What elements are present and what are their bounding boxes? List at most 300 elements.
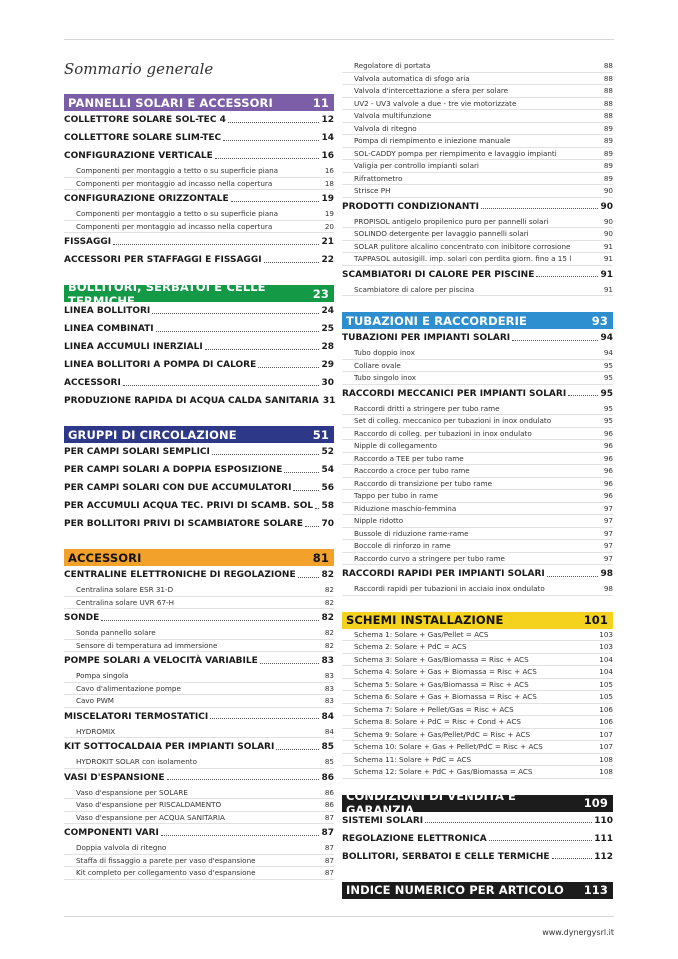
sub-label: Schema 8: Solare + PdC = Risc + Cond + ACS: [354, 717, 521, 727]
sub-label: Componenti per montaggio a tetto o su superficie piana: [76, 209, 279, 219]
sub-page: 89: [603, 123, 613, 133]
sub-page: 96: [603, 478, 613, 488]
section-page: 85: [321, 742, 334, 752]
sub-entry-schema-2-solare-pdc-acs[interactable]: [342, 641, 613, 654]
sub-entry-bussole-di-riduzione-rame-rame[interactable]: [342, 528, 613, 541]
sub-entry-sonda-pannello-solare[interactable]: [64, 627, 334, 640]
section-entry-tubazioni-per-impianti-solari[interactable]: [342, 329, 613, 347]
sub-entry-schema-5-solare-gas-biomassa-risc-acs[interactable]: [342, 679, 613, 692]
sub-entry-componenti-per-montaggio-a-tetto-o-su-su[interactable]: [64, 208, 334, 221]
toc-left-column: [64, 94, 334, 880]
sub-label: Sensore di temperatura ad immersione: [76, 640, 218, 650]
sub-page: 89: [603, 148, 613, 158]
sub-page: 20: [324, 221, 334, 231]
dot-leader: [156, 331, 320, 332]
sub-entry-solar-pulitore-alcalino-concentrato-con-[interactable]: [342, 241, 613, 254]
dot-leader: [210, 718, 319, 719]
dot-leader: [260, 663, 320, 664]
sub-entry-rifrattometro[interactable]: [342, 173, 613, 186]
chapter-page: 51: [312, 427, 329, 442]
sub-entry-vaso-d-espansione-per-riscaldamento[interactable]: [64, 799, 334, 812]
sub-entry-raccordo-di-transizione-per-tubo-rame[interactable]: [342, 478, 613, 491]
sub-entry-schema-3-solare-gas-biomassa-risc-acs[interactable]: [342, 654, 613, 667]
sub-entry-schema-1-solare-gas-pellet-acs[interactable]: [342, 629, 613, 642]
section-entry-collettore-solare-slim-tec[interactable]: [64, 129, 334, 147]
sub-label: Schema 11: Solare + PdC = ACS: [354, 754, 472, 764]
section-label: LINEA BOLLITORI A POMPA DI CALORE: [64, 360, 257, 370]
sub-page: 82: [324, 640, 334, 650]
sub-page: 87: [324, 868, 334, 878]
sub-page: 106: [599, 717, 613, 727]
dot-leader: [205, 349, 320, 350]
sub-entry-vaso-d-espansione-per-solare[interactable]: [64, 787, 334, 800]
section-page: 52: [321, 447, 334, 457]
section-entry-per-campi-solari-a-doppia-esposizione[interactable]: [64, 461, 334, 479]
sub-label: Vaso d'espansione per RISCALDAMENTO: [76, 800, 222, 810]
sub-page: 89: [603, 136, 613, 146]
spacer: [64, 410, 334, 426]
sub-label: Schema 5: Solare + Gas/Biomassa = Risc + ACS: [354, 679, 529, 689]
section-page: 98: [600, 569, 613, 579]
section-entry-fissaggi[interactable]: [64, 233, 334, 251]
sub-entry-componenti-per-montaggio-ad-incasso-nell[interactable]: [64, 221, 334, 234]
sub-label: Raccordo a croce per tubo rame: [354, 466, 470, 476]
section-entry-configurazione-verticale[interactable]: [64, 147, 334, 165]
section-label: COLLETTORE SOLARE SLIM-TEC: [64, 133, 222, 143]
sub-entry-sol-caddy-pompa-per-riempimento-e-lavagg[interactable]: [342, 148, 613, 161]
section-page: 25: [321, 324, 334, 334]
chapter-header-gruppi-di-circolazione[interactable]: [64, 426, 334, 443]
sub-page: 108: [599, 754, 613, 764]
sub-entry-tubo-doppio-inox[interactable]: [342, 347, 613, 360]
chapter-header-tubazioni-e-raccorderie[interactable]: [342, 312, 613, 329]
section-page: 54: [321, 465, 334, 475]
section-entry-sonde[interactable]: [64, 609, 334, 627]
sub-entry-raccordo-di-colleg-per-tubazioni-in-inox[interactable]: [342, 428, 613, 441]
section-label: PER ACCUMULI ACQUA TEC. PRIVI DI SCAMB. SOL: [64, 501, 314, 511]
sub-entry-hydromix[interactable]: [64, 726, 334, 739]
section-label: CONFIGURAZIONE ORIZZONTALE: [64, 194, 229, 204]
sub-page: 95: [603, 373, 613, 383]
sub-label: Raccordo di colleg. per tubazioni in inox ondulato: [354, 428, 532, 438]
sub-entry-raccordi-dritti-a-stringere-per-tubo-ram[interactable]: [342, 403, 613, 416]
sub-page: 96: [603, 428, 613, 438]
sub-page: 83: [324, 683, 334, 693]
dot-leader: [264, 262, 320, 263]
sub-page: 105: [599, 679, 613, 689]
section-entry-per-bollitori-privi-di-scambiatore-solar[interactable]: [64, 515, 334, 533]
dot-leader: [276, 749, 319, 750]
dot-leader: [152, 313, 319, 314]
section-label: COLLETTORE SOLARE SOL-TEC 4: [64, 115, 226, 125]
chapter-header-pannelli-solari-e-accessori[interactable]: [64, 94, 334, 111]
section-entry-configurazione-orizzontale[interactable]: [64, 190, 334, 208]
sub-label: Set di colleg. meccanico per tubazioni in inox ondulato: [354, 416, 552, 426]
section-page: 95: [600, 388, 613, 399]
sub-page: 88: [603, 61, 613, 71]
sub-entry-doppia-valvola-di-ritegno[interactable]: [64, 842, 334, 855]
sub-page: 87: [324, 812, 334, 822]
section-entry-linea-combinati[interactable]: [64, 320, 334, 338]
bottom-rule: [64, 916, 614, 917]
sub-page: 97: [603, 528, 613, 538]
section-page: 30: [321, 378, 334, 388]
section-label: MISCELATORI TERMOSTATICI: [64, 711, 209, 722]
sub-entry-pompa-di-riempimento-e-iniezione-manuale[interactable]: [342, 135, 613, 148]
sub-entry-raccordo-a-croce-per-tubo-rame[interactable]: [342, 465, 613, 478]
sub-page: 103: [599, 629, 613, 639]
sub-entry-strisce-ph[interactable]: [342, 185, 613, 198]
sub-page: 108: [599, 767, 613, 777]
chapter-page: 11: [312, 95, 329, 110]
section-entry-bollitori-serbatoi-e-celle-termiche[interactable]: [342, 848, 613, 866]
sub-entry-valigia-per-controllo-impianti-solari[interactable]: [342, 160, 613, 173]
section-page: 94: [600, 333, 613, 343]
sub-page: 88: [603, 86, 613, 96]
section-entry-linea-bollitori-a-pompa-di-calore[interactable]: [64, 356, 334, 374]
sub-entry-hydrokit-solar-con-isolamento[interactable]: [64, 756, 334, 769]
sub-label: Raccordo curvo a stringere per tubo rame: [354, 553, 505, 563]
section-entry-per-accumuli-acqua-tec-privi-di-scamb-so[interactable]: [64, 497, 334, 515]
dot-leader: [212, 454, 320, 455]
sub-label: TAPPASOL autosigill. imp. solari con perdita giorn. fino a 15 l: [354, 254, 572, 264]
sub-entry-schema-7-solare-pellet-gas-risc-acs[interactable]: [342, 704, 613, 717]
sub-entry-solindo-detergente-per-lavaggio-pannelli[interactable]: [342, 228, 613, 241]
dot-leader: [231, 201, 320, 202]
section-label: KIT SOTTOCALDAIA PER IMPIANTI SOLARI: [64, 742, 275, 752]
chapter-page: 81: [312, 550, 329, 565]
section-page: 29: [321, 360, 334, 370]
dot-leader: [101, 620, 319, 621]
sub-page: 88: [603, 111, 613, 121]
section-entry-centraline-elettroniche-di-regolazione[interactable]: [64, 566, 334, 584]
section-page: 58: [321, 501, 334, 511]
chapter-title: PANNELLI SOLARI E ACCESSORI: [68, 95, 273, 110]
chapter-title: CONDIZIONI DI VENDITA E GARANZIA: [346, 789, 517, 817]
sub-page: 82: [324, 628, 334, 638]
dot-leader: [552, 858, 593, 859]
sub-entry-riduzione-maschio-femmina[interactable]: [342, 503, 613, 516]
sub-label: Schema 7: Solare + Pellet/Gas = Risc + ACS: [354, 704, 514, 714]
sub-label: Vaso d'espansione per ACQUA SANITARIA: [76, 812, 225, 822]
section-label: BOLLITORI, SERBATOI E CELLE TERMICHE: [342, 851, 550, 862]
section-page: 12: [321, 115, 334, 125]
section-label: LINEA COMBINATI: [64, 324, 154, 334]
sub-page: 98: [603, 584, 613, 594]
dot-leader: [258, 367, 319, 368]
section-entry-linea-accumuli-inerziali[interactable]: [64, 338, 334, 356]
sub-entry-schema-10-solare-gas-pellet-pdc-risc-acs[interactable]: [342, 741, 613, 754]
sub-entry-nipple-ridotto[interactable]: [342, 515, 613, 528]
sub-entry-propisol-antigelo-propilenico-puro-per-p[interactable]: [342, 216, 613, 229]
section-entry-raccordi-rapidi-per-impianti-solari[interactable]: [342, 565, 613, 583]
chapter-header-bollitori-serbatoi-e-celle-termiche[interactable]: [64, 279, 334, 308]
section-page: 21: [321, 237, 334, 247]
section-entry-sistemi-solari[interactable]: [342, 812, 613, 830]
section-page: 19: [321, 194, 334, 204]
section-entry-linea-bollitori[interactable]: [64, 302, 334, 320]
sub-label: Regolatore di portata: [354, 61, 431, 71]
sub-label: HYDROKIT SOLAR con isolamento: [76, 757, 197, 767]
dot-leader: [293, 490, 319, 491]
sub-entry-cavo-d-alimentazione-pompe[interactable]: [64, 683, 334, 696]
sub-page: 84: [324, 726, 334, 736]
sub-page: 94: [603, 348, 613, 358]
dot-leader: [305, 526, 319, 527]
sub-entry-centralina-solare-esr-31-d[interactable]: [64, 584, 334, 597]
sub-page: 89: [603, 173, 613, 183]
sub-page: 90: [603, 229, 613, 239]
spacer: [342, 596, 613, 612]
section-label: PER CAMPI SOLARI A DOPPIA ESPOSIZIONE: [64, 465, 283, 475]
section-entry-per-campi-solari-semplici[interactable]: [64, 443, 334, 461]
section-entry-kit-sottocaldaia-per-impianti-solari[interactable]: [64, 738, 334, 756]
dot-leader: [113, 244, 319, 245]
sub-page: 104: [599, 654, 613, 664]
sub-entry-raccordi-rapidi-per-tubazioni-in-acciaio[interactable]: [342, 583, 613, 596]
section-label: CENTRALINE ELETTRONICHE DI REGOLAZIONE: [64, 570, 296, 580]
sub-label: Collare ovale: [354, 360, 401, 370]
chapter-title: INDICE NUMERICO PER ARTICOLO: [346, 883, 564, 897]
sub-label: PROPISOL antigelo propilenico puro per pannelli solari: [354, 216, 549, 226]
sub-entry-tappasol-autosigill-imp-solari-con-perdi[interactable]: [342, 253, 613, 266]
sub-page: 83: [324, 671, 334, 681]
sub-entry-pompa-singola[interactable]: [64, 670, 334, 683]
section-label: PER CAMPI SOLARI SEMPLICI: [64, 447, 210, 457]
dot-leader: [161, 835, 320, 836]
section-page: 82: [321, 613, 334, 623]
dot-leader: [315, 508, 319, 509]
sub-entry-schema-8-solare-pdc-risc-cond-acs[interactable]: [342, 716, 613, 729]
section-page: 70: [321, 519, 334, 529]
dot-leader: [568, 395, 598, 396]
sub-entry-sensore-di-temperatura-ad-immersione[interactable]: [64, 640, 334, 653]
sub-label: Pompa singola: [76, 671, 129, 681]
sub-entry-valvola-automatica-di-sfogo-aria[interactable]: [342, 73, 613, 86]
sub-page: 104: [599, 667, 613, 677]
dot-leader: [223, 140, 319, 141]
section-label: ACCESSORI: [64, 378, 121, 388]
section-entry-vasi-d-espansione[interactable]: [64, 769, 334, 787]
sub-entry-componenti-per-montaggio-a-tetto-o-su-su[interactable]: [64, 165, 334, 178]
dot-leader: [215, 158, 320, 159]
sub-entry-regolatore-di-portata[interactable]: [342, 60, 613, 73]
section-page: 111: [594, 833, 613, 844]
sub-label: Schema 12: Solare + PdC + Gas/Biomassa = ACS: [354, 767, 533, 777]
sub-page: 82: [324, 585, 334, 595]
sub-label: Boccole di rinforzo in rame: [354, 541, 451, 551]
section-label: ACCESSORI PER STAFFAGGI E FISSAGGI: [64, 255, 262, 265]
dot-leader: [547, 576, 599, 577]
sub-label: Doppia valvola di ritegno: [76, 843, 167, 853]
section-page: 112: [594, 851, 613, 862]
sub-entry-schema-12-solare-pdc-gas-biomassa-acs[interactable]: [342, 766, 613, 779]
sub-label: Componenti per montaggio a tetto o su superficie piana: [76, 166, 279, 176]
sub-page: 95: [603, 416, 613, 426]
sub-entry-nipple-di-collegamento[interactable]: [342, 440, 613, 453]
section-page: 84: [321, 711, 334, 722]
section-label: FISSAGGI: [64, 237, 112, 247]
dot-leader: [228, 122, 320, 123]
sub-label: Tubo singolo inox: [354, 373, 417, 383]
sub-label: Kit completo per collegamento vaso d'espansione: [76, 868, 256, 878]
sub-label: Vaso d'espansione per SOLARE: [76, 787, 188, 797]
dot-leader: [284, 472, 319, 473]
sub-page: 87: [324, 843, 334, 853]
section-label: RACCORDI MECCANICI PER IMPIANTI SOLARI: [342, 388, 567, 399]
section-page: 82: [321, 570, 334, 580]
section-label: TUBAZIONI PER IMPIANTI SOLARI: [342, 333, 511, 343]
sub-label: Schema 10: Solare + Gas + Pellet/PdC = Risc + ACS: [354, 742, 543, 752]
sub-page: 96: [603, 466, 613, 476]
section-page: 56: [321, 483, 334, 493]
section-entry-per-campi-solari-con-due-accumulatori[interactable]: [64, 479, 334, 497]
sub-label: Nipple ridotto: [354, 516, 404, 526]
section-entry-raccordi-meccanici-per-impianti-solari[interactable]: [342, 385, 613, 403]
sub-entry-valvola-multifunzione[interactable]: [342, 110, 613, 123]
section-page: 86: [321, 772, 334, 783]
section-page: 31: [322, 396, 336, 406]
footer-url: www.dynergysrl.it: [542, 928, 614, 937]
spacer: [342, 296, 613, 312]
sub-entry-staffa-di-fissaggio-a-parete-per-vaso-d-[interactable]: [64, 855, 334, 868]
sub-label: Pompa di riempimento e iniezione manuale: [354, 136, 511, 146]
sub-entry-valvola-d-intercettazione-a-sfera-per-so[interactable]: [342, 85, 613, 98]
sub-entry-kit-completo-per-collegamento-vaso-d-esp[interactable]: [64, 867, 334, 880]
sub-label: Raccordo a TEE per tubo rame: [354, 453, 464, 463]
sub-label: SOL-CADDY pompa per riempimento e lavaggio impianti: [354, 148, 557, 158]
sub-label: Valigia per controllo impianti solari: [354, 161, 479, 171]
chapter-header-schemi-installazione[interactable]: [342, 612, 613, 629]
section-entry-scambiatori-di-calore-per-piscine[interactable]: [342, 266, 613, 284]
sub-label: Rifrattometro: [354, 173, 403, 183]
sub-entry-tappo-per-tubo-in-rame[interactable]: [342, 490, 613, 503]
section-page: 87: [321, 828, 334, 838]
sub-label: Schema 2: Solare + PdC = ACS: [354, 642, 467, 652]
chapter-title: SCHEMI INSTALLAZIONE: [346, 613, 504, 627]
sub-entry-uv2-uv3-valvole-a-due-tre-vie-motorizzat[interactable]: [342, 98, 613, 111]
sub-page: 88: [603, 98, 613, 108]
section-page: 22: [321, 255, 334, 265]
section-label: COMPONENTI VARI: [64, 828, 159, 838]
sub-page: 107: [599, 742, 613, 752]
sub-page: 96: [603, 441, 613, 451]
section-label: POMPE SOLARI A VELOCITÀ VARIABILE: [64, 656, 258, 666]
dot-leader: [123, 385, 320, 386]
sub-page: 85: [324, 757, 334, 767]
sub-page: 18: [324, 178, 334, 188]
section-label: LINEA BOLLITORI: [64, 306, 151, 316]
chapter-title: ACCESSORI: [68, 550, 142, 565]
sub-label: Cavo d'alimentazione pompe: [76, 683, 181, 693]
section-page: 28: [321, 342, 334, 352]
section-entry-prodotti-condizionanti[interactable]: [342, 198, 613, 216]
sub-page: 95: [603, 403, 613, 413]
sub-page: 83: [324, 696, 334, 706]
section-entry-produzione-rapida-di-acqua-calda-sanitar[interactable]: [64, 392, 334, 410]
sub-label: Cavo PWM: [76, 696, 115, 706]
sub-label: Scambiatore di calore per piscina: [354, 284, 475, 294]
sub-page: 19: [324, 209, 334, 219]
sub-entry-componenti-per-montaggio-ad-incasso-nell[interactable]: [64, 178, 334, 191]
sub-page: 86: [324, 787, 334, 797]
chapter-header-indice-numerico-per-articolo[interactable]: [342, 882, 613, 899]
sub-label: Raccordo di transizione per tubo rame: [354, 478, 492, 488]
sub-entry-set-di-colleg-meccanico-per-tubazioni-in[interactable]: [342, 415, 613, 428]
chapter-header-condizioni-di-vendita-e-garanzia[interactable]: [342, 789, 613, 817]
section-page: 83: [321, 656, 334, 666]
sub-label: Componenti per montaggio ad incasso nella copertura: [76, 221, 273, 231]
sub-entry-raccordo-a-tee-per-tubo-rame[interactable]: [342, 453, 613, 466]
sub-label: Valvola automatica di sfogo aria: [354, 73, 470, 83]
sub-entry-schema-6-solare-gas-biomassa-risc-acs[interactable]: [342, 691, 613, 704]
section-entry-miscelatori-termostatici[interactable]: [64, 708, 334, 726]
section-entry-regolazione-elettronica[interactable]: [342, 830, 613, 848]
section-entry-pompe-solari-a-velocit-variabile[interactable]: [64, 652, 334, 670]
toc-right-column: [342, 60, 613, 899]
section-entry-accessori[interactable]: [64, 374, 334, 392]
chapter-page: 109: [583, 796, 608, 810]
sub-label: Staffa di fissaggio a parete per vaso d'espansione: [76, 855, 256, 865]
section-label: PER CAMPI SOLARI CON DUE ACCUMULATORI: [64, 483, 292, 493]
sub-page: 95: [603, 360, 613, 370]
dot-leader: [481, 208, 599, 209]
dot-leader: [512, 340, 598, 341]
sub-label: Riduzione maschio-femmina: [354, 503, 457, 513]
sub-page: 97: [603, 503, 613, 513]
sub-entry-cavo-pwm[interactable]: [64, 695, 334, 708]
section-page: 24: [321, 306, 334, 316]
sub-page: 107: [599, 729, 613, 739]
sub-label: Bussole di riduzione rame-rame: [354, 528, 469, 538]
section-entry-componenti-vari[interactable]: [64, 824, 334, 842]
sub-entry-boccole-di-rinforzo-in-rame[interactable]: [342, 540, 613, 553]
section-entry-collettore-solare-sol-tec-4[interactable]: [64, 111, 334, 129]
sub-entry-vaso-d-espansione-per-acqua-sanitaria[interactable]: [64, 812, 334, 825]
section-label: PRODUZIONE RAPIDA DI ACQUA CALDA SANITARIA: [64, 396, 319, 406]
chapter-page: 113: [583, 883, 608, 897]
sub-entry-schema-11-solare-pdc-acs[interactable]: [342, 754, 613, 767]
sub-entry-scambiatore-di-calore-per-piscina[interactable]: [342, 284, 613, 297]
sub-entry-tubo-singolo-inox[interactable]: [342, 372, 613, 385]
chapter-header-accessori[interactable]: [64, 549, 334, 566]
sub-page: 96: [603, 453, 613, 463]
sub-page: 96: [603, 491, 613, 501]
sub-page: 16: [324, 166, 334, 176]
section-page: 110: [594, 815, 613, 826]
section-label: PER BOLLITORI PRIVI DI SCAMBIATORE SOLARE: [64, 519, 304, 529]
sub-entry-centralina-solare-uvr-67-h[interactable]: [64, 597, 334, 610]
sub-entry-raccordo-curvo-a-stringere-per-tubo-rame[interactable]: [342, 553, 613, 566]
sub-page: 90: [603, 216, 613, 226]
sub-entry-collare-ovale[interactable]: [342, 360, 613, 373]
chapter-title: BOLLITORI, SERBATOI E CELLE TERMICHE: [68, 279, 266, 308]
sub-entry-valvola-di-ritegno[interactable]: [342, 123, 613, 136]
section-label: SCAMBIATORI DI CALORE PER PISCINE: [342, 269, 535, 280]
spacer: [342, 866, 613, 882]
sub-page: 91: [603, 284, 613, 294]
page-title: Sommario generale: [64, 60, 214, 78]
dot-leader: [298, 577, 320, 578]
section-label: RACCORDI RAPIDI PER IMPIANTI SOLARI: [342, 569, 545, 579]
chapter-page: 93: [591, 313, 608, 328]
sub-label: SOLAR pulitore alcalino concentrato con inibitore corrosione: [354, 241, 571, 251]
section-page: 16: [321, 151, 334, 161]
sub-entry-schema-4-solare-gas-biomassa-risc-acs[interactable]: [342, 666, 613, 679]
sub-entry-schema-9-solare-gas-pellet-pdc-risc-acs[interactable]: [342, 729, 613, 742]
section-entry-accessori-per-staffaggi-e-fissaggi[interactable]: [64, 251, 334, 269]
chapter-page: 23: [312, 286, 329, 301]
